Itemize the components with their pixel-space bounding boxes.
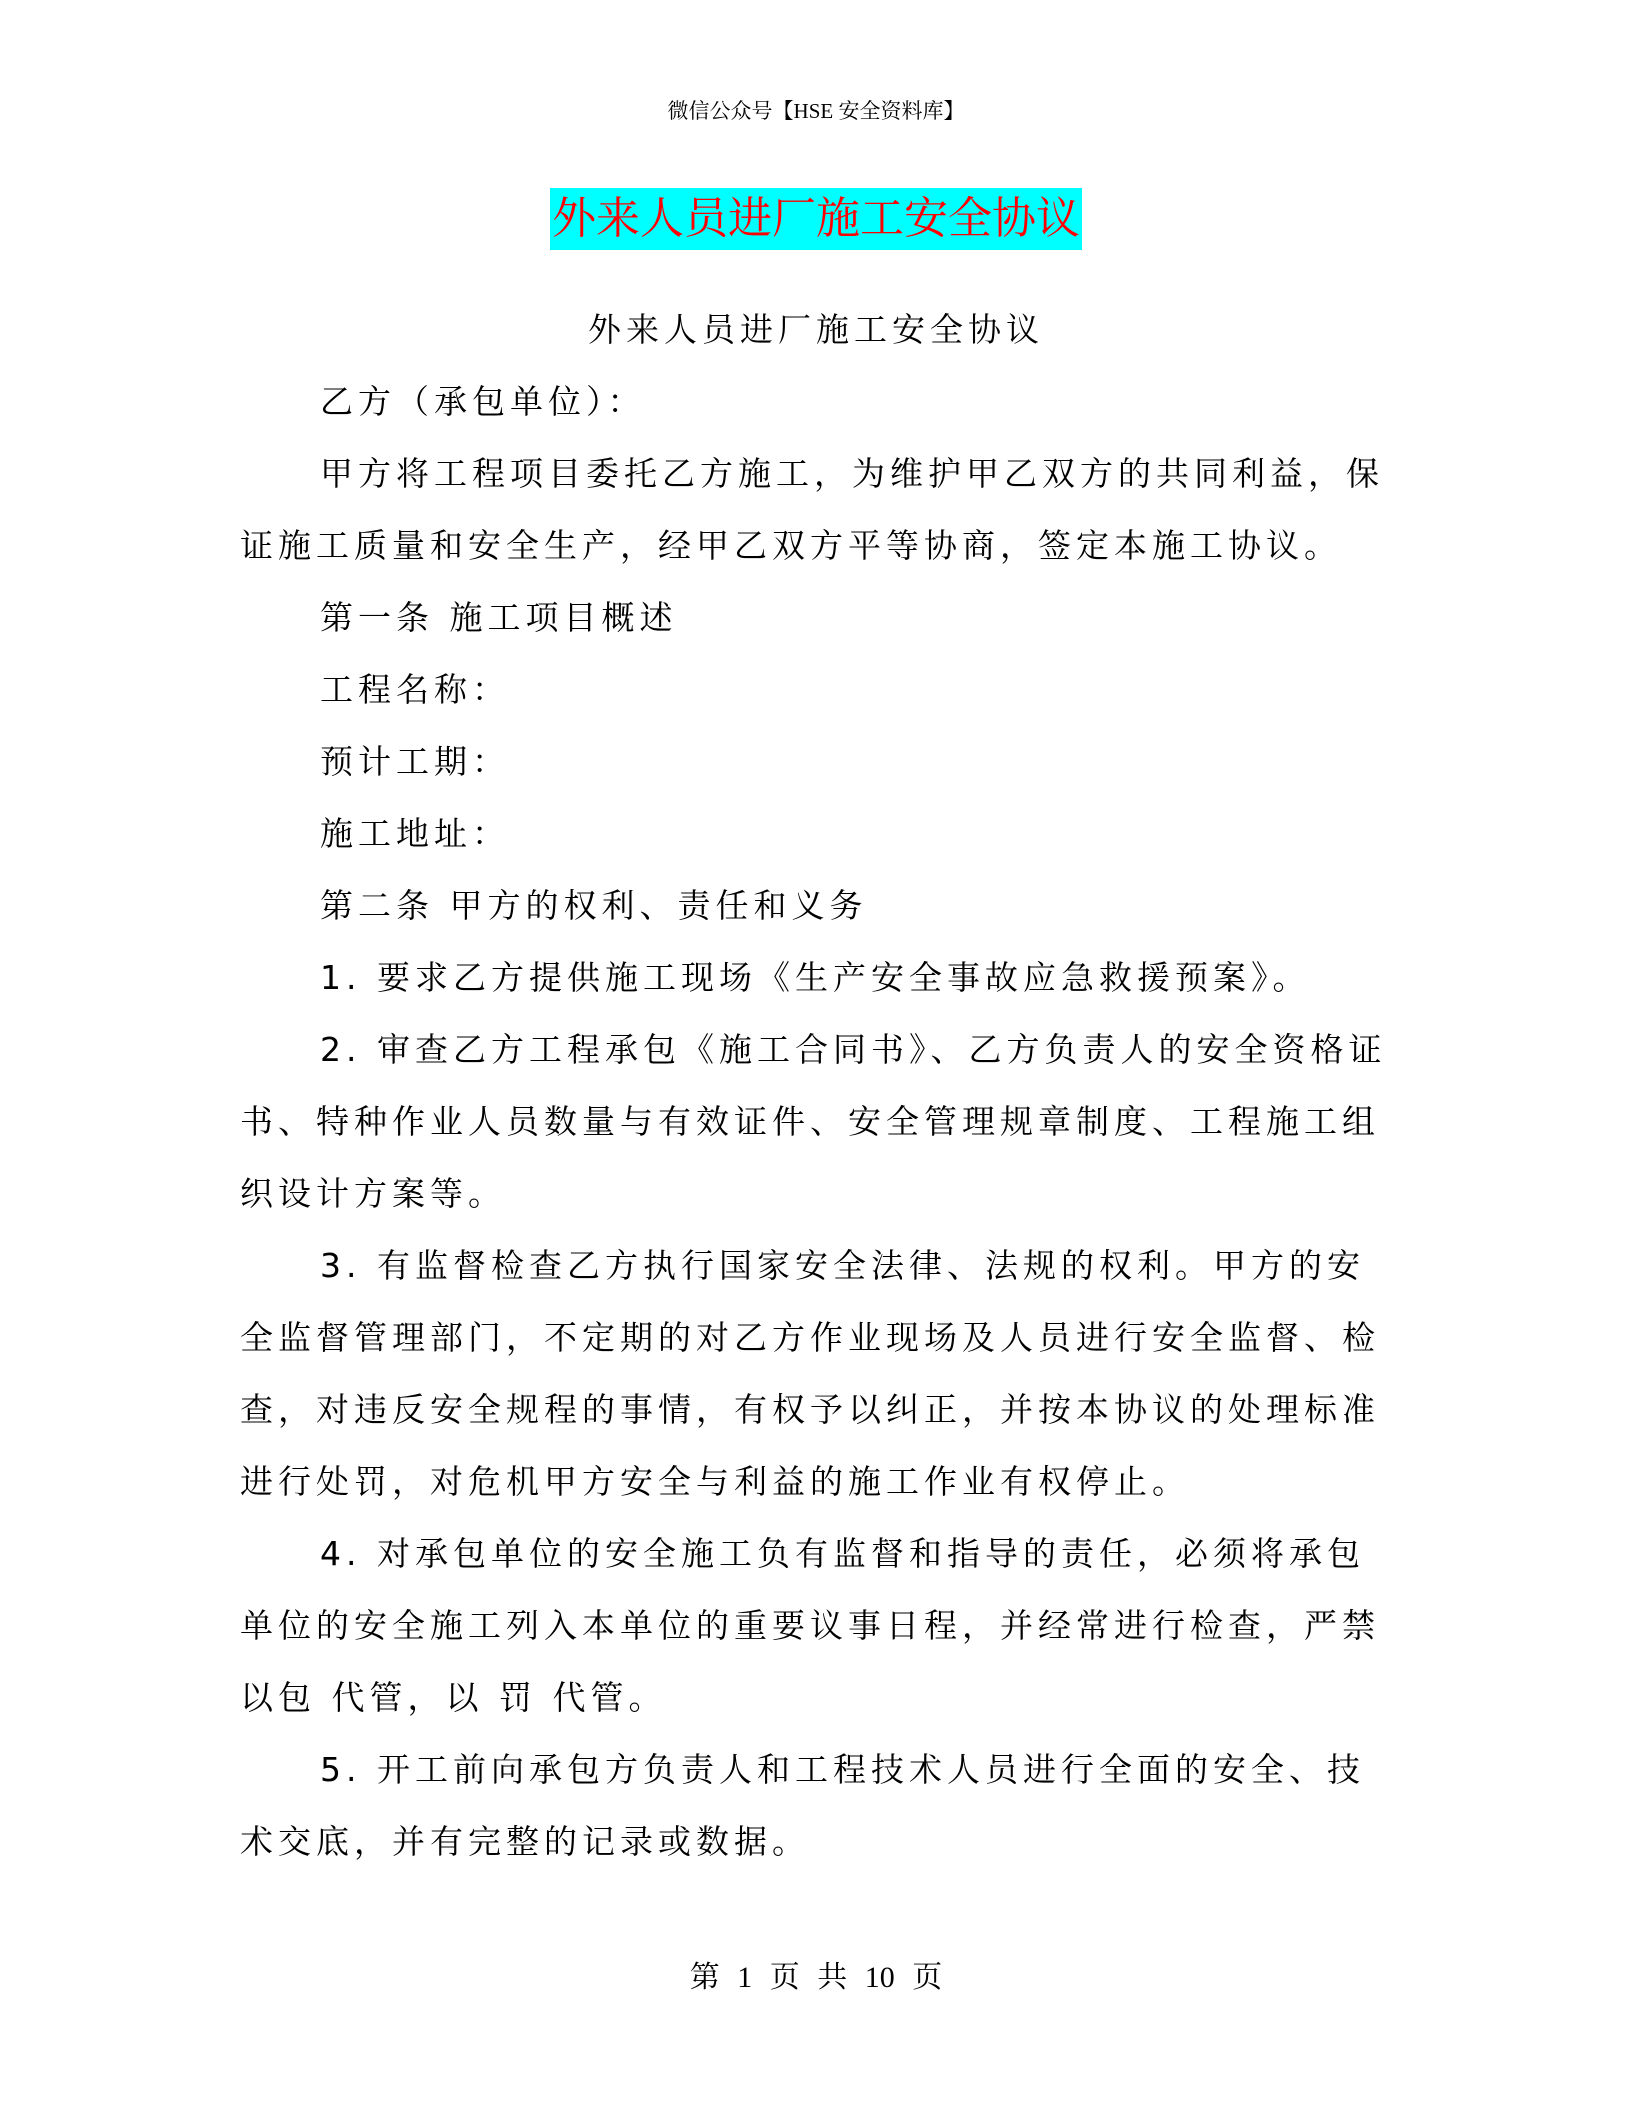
document-subtitle: 外来人员进厂施工安全协议	[588, 310, 1044, 349]
document-body	[240, 294, 1392, 1878]
article-one-heading: 第一条 施工项目概述	[320, 598, 678, 637]
clause-1: 1. 要求乙方提供施工现场《生产安全事故应急救援预案》。	[320, 958, 1311, 997]
article-two-heading: 第二条 甲方的权利、责任和义务	[320, 886, 868, 925]
clause-4: 4. 对承包单位的安全施工负有监督和指导的责任，必须将承包单位的安全施工列入本单位的重要议事日程，并经常进行检查，严禁以包 代管，以 罚 代管。	[240, 1534, 1380, 1717]
document-title-container	[0, 188, 1632, 250]
page-header: 微信公众号【HSE 安全资料库】	[667, 99, 965, 123]
clause-2: 2. 审查乙方工程承包《施工合同书》、乙方负责人的安全资格证书、特种作业人员数量与有效证件、安全管理规章制度、工程施工组织设计方案等。	[240, 1030, 1387, 1213]
page-footer: 第 1 页 共 10 页	[689, 1961, 943, 1994]
preamble-paragraph: 甲方将工程项目委托乙方施工，为维护甲乙双方的共同利益，保证施工质量和安全生产，经甲乙双方平等协商，签定本施工协议。	[240, 454, 1384, 565]
clause-5: 5. 开工前向承包方负责人和工程技术人员进行全面的安全、技术交底，并有完整的记录或数据。	[240, 1750, 1365, 1861]
project-duration-line: 预计工期：	[320, 742, 510, 781]
project-address-line: 施工地址：	[320, 814, 510, 853]
document-title: 外来人员进厂施工安全协议	[550, 188, 1082, 250]
party-b-line: 乙方（承包单位）：	[320, 382, 646, 421]
clause-3: 3. 有监督检查乙方执行国家安全法律、法规的权利。甲方的安全监督管理部门，不定期的对乙方作业现场及人员进行安全监督、检查，对违反安全规程的事情，有权予以纠正，并按本协议的处理标准进行处罚，对危机甲方安全与利益的施工作业有权停止。	[240, 1246, 1380, 1501]
project-name-line: 工程名称：	[320, 670, 510, 709]
